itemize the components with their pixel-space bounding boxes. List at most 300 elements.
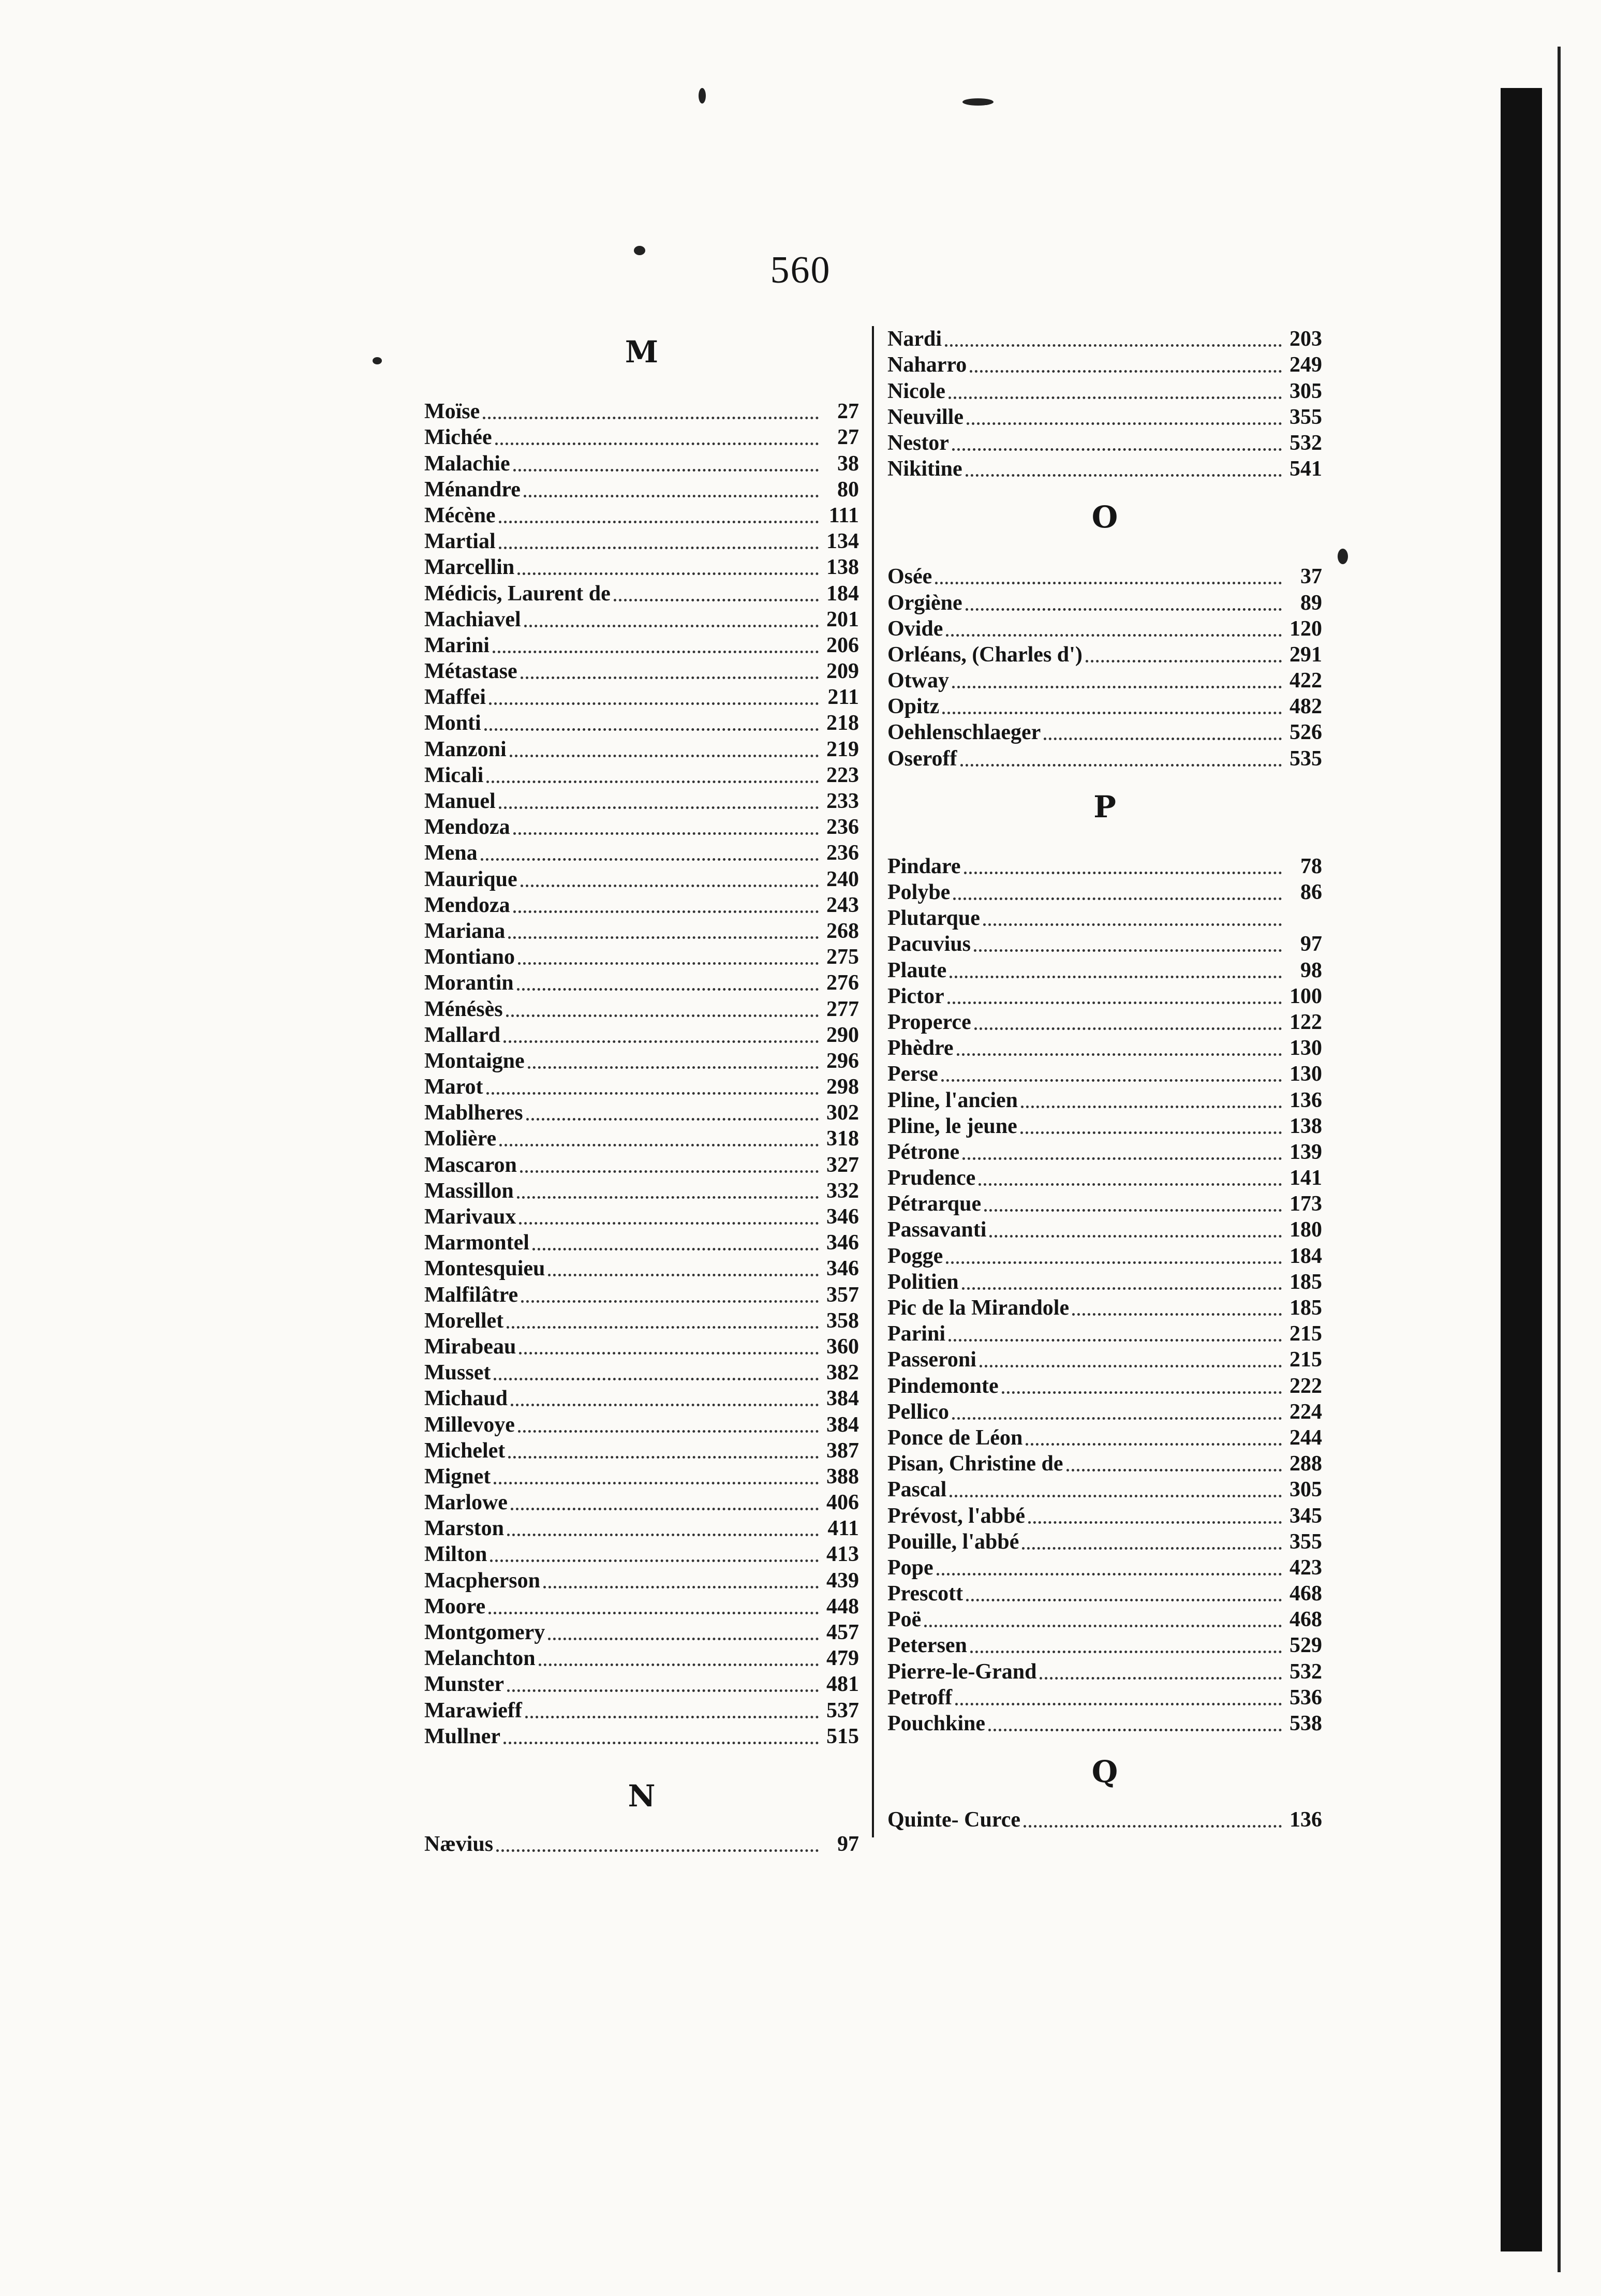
entry-page: 86 xyxy=(1300,880,1322,904)
index-entry xyxy=(887,1581,1322,1607)
entry-page: 526 xyxy=(1289,720,1322,745)
entry-page: 388 xyxy=(826,1464,859,1489)
entry-page: 100 xyxy=(1289,984,1322,1008)
entry-page: 240 xyxy=(826,867,859,891)
entry-name: Mallard xyxy=(424,1023,500,1047)
entry-page: 136 xyxy=(1289,1088,1322,1112)
dot-leader xyxy=(499,547,819,549)
entry-name: Mignet xyxy=(424,1464,491,1489)
entry-name: Marini xyxy=(424,633,490,657)
entry-name: Pisan, Christine de xyxy=(887,1452,1063,1476)
entry-name: Manzoni xyxy=(424,737,507,761)
entry-page: 290 xyxy=(826,1023,859,1047)
entry-name: Pétrarque xyxy=(887,1192,982,1216)
dot-leader xyxy=(966,608,1282,611)
index-entry xyxy=(887,1269,1322,1295)
index-entry xyxy=(424,503,859,528)
entry-page: 357 xyxy=(826,1283,859,1307)
index-entry xyxy=(887,1113,1322,1139)
index-entry xyxy=(424,424,859,450)
entry-name: Maffei xyxy=(424,685,486,710)
section-letter: P xyxy=(1093,789,1116,825)
section-letter: Q xyxy=(1091,1754,1118,1789)
entry-page: 327 xyxy=(826,1153,859,1177)
index-entry xyxy=(424,1256,859,1282)
index-entry xyxy=(424,996,859,1022)
index-entry xyxy=(887,694,1322,719)
entry-page: 298 xyxy=(826,1075,859,1099)
spacer xyxy=(887,482,1322,491)
index-entry xyxy=(887,642,1322,668)
index-entry xyxy=(887,879,1322,905)
entry-name: Pétrone xyxy=(887,1140,960,1164)
section-letter: M xyxy=(625,334,659,370)
entry-name: Marston xyxy=(424,1517,504,1541)
entry-page: 538 xyxy=(1289,1712,1322,1735)
entry-page: 305 xyxy=(1289,379,1322,403)
index-entry xyxy=(424,1204,859,1230)
dot-leader xyxy=(484,728,819,731)
entry-name: Pictor xyxy=(887,984,944,1008)
index-entry xyxy=(887,1555,1322,1581)
entry-page: 537 xyxy=(826,1698,859,1723)
index-entry xyxy=(887,1321,1322,1347)
index-entry xyxy=(424,1022,859,1048)
index-entry xyxy=(887,745,1322,771)
entry-page: 111 xyxy=(828,503,859,527)
entry-name: Macpherson xyxy=(424,1568,540,1593)
entry-page: 236 xyxy=(826,841,859,865)
index-entry xyxy=(887,1295,1322,1321)
spacer xyxy=(424,1749,859,1770)
dot-leader xyxy=(511,1404,819,1406)
dot-leader xyxy=(948,396,1282,399)
entry-name: Osée xyxy=(887,565,932,589)
index-entry xyxy=(424,1100,859,1126)
entry-name: Pogge xyxy=(887,1244,943,1268)
entry-name: Nestor xyxy=(887,431,949,455)
index-entry xyxy=(424,477,859,503)
entry-name: Petroff xyxy=(887,1685,953,1710)
dot-leader xyxy=(486,781,819,783)
entry-name: Oehlenschlaeger xyxy=(887,720,1041,745)
dot-leader xyxy=(1020,1131,1282,1134)
index-entry xyxy=(887,590,1322,615)
index-entry xyxy=(424,814,859,840)
entry-name: Marlowe xyxy=(424,1491,508,1515)
entry-name: Petersen xyxy=(887,1633,967,1658)
dot-leader xyxy=(983,923,1282,926)
entry-name: Montaigne xyxy=(424,1049,525,1073)
entry-name: Marivaux xyxy=(424,1205,516,1229)
entry-name: Mullner xyxy=(424,1724,500,1748)
dot-leader xyxy=(945,344,1282,347)
dot-leader xyxy=(518,962,819,965)
index-entry xyxy=(887,1685,1322,1711)
dot-leader xyxy=(524,625,819,627)
dot-leader xyxy=(614,599,819,601)
entry-page: 277 xyxy=(826,997,859,1021)
entry-page: 276 xyxy=(826,971,859,995)
dot-leader xyxy=(483,417,819,419)
entry-name: Monti xyxy=(424,711,481,735)
index-entry xyxy=(887,668,1322,694)
entry-page: 184 xyxy=(826,581,859,606)
dot-leader xyxy=(507,1534,819,1536)
entry-name: Prudence xyxy=(887,1166,976,1190)
entry-page: 222 xyxy=(1289,1374,1322,1398)
dot-leader xyxy=(974,1027,1282,1030)
entry-name: Maurique xyxy=(424,867,517,891)
index-entry xyxy=(424,762,859,788)
entry-name: Oseroff xyxy=(887,746,957,771)
dot-leader xyxy=(521,885,819,887)
index-entry xyxy=(887,719,1322,745)
index-entry xyxy=(424,1048,859,1074)
dot-leader xyxy=(1021,1106,1282,1108)
dot-leader xyxy=(508,936,819,939)
entry-page: 515 xyxy=(826,1724,859,1748)
entry-page: 249 xyxy=(1289,353,1322,377)
entry-name: Médicis, Laurent de xyxy=(424,581,611,606)
index-entry xyxy=(424,1074,859,1100)
entry-page: 122 xyxy=(1289,1010,1322,1034)
entry-name: Malfilâtre xyxy=(424,1283,518,1307)
entry-name: Poë xyxy=(887,1608,922,1632)
entry-name: Polybe xyxy=(887,880,951,904)
index-entry xyxy=(887,1658,1322,1684)
dot-leader xyxy=(528,1066,819,1069)
entry-page: 305 xyxy=(1289,1478,1322,1502)
entry-page: 120 xyxy=(1289,616,1322,641)
index-entry xyxy=(424,1464,859,1490)
entry-name: Nardi xyxy=(887,327,942,351)
index-entry xyxy=(424,1438,859,1464)
scan-speck xyxy=(1338,549,1348,564)
spacer xyxy=(887,833,1322,853)
entry-name: Neuville xyxy=(887,405,963,429)
entry-page: 387 xyxy=(826,1438,859,1463)
index-entry xyxy=(887,1243,1322,1269)
dot-leader xyxy=(499,806,819,809)
index-entry xyxy=(887,1009,1322,1035)
index-entry xyxy=(887,1373,1322,1399)
index-entry xyxy=(887,1087,1322,1113)
index-entry xyxy=(887,1399,1322,1425)
index-entry xyxy=(424,1386,859,1411)
index-entry xyxy=(424,1152,859,1178)
scan-speck xyxy=(373,357,382,364)
scan-speck xyxy=(699,88,706,104)
index-entry xyxy=(424,1126,859,1152)
entry-page: 138 xyxy=(1289,1114,1322,1138)
dot-leader xyxy=(967,422,1282,425)
entry-name: Moore xyxy=(424,1594,486,1618)
entry-name: Phèdre xyxy=(887,1036,954,1061)
scan-speck xyxy=(962,98,994,106)
entry-name: Orgiène xyxy=(887,591,962,615)
entry-page: 382 xyxy=(826,1361,859,1385)
page-edge-shadow xyxy=(1501,88,1542,2251)
spacer xyxy=(887,1798,1322,1807)
index-entry xyxy=(887,378,1322,404)
entry-page: 535 xyxy=(1289,746,1322,771)
index-entry xyxy=(887,1217,1322,1243)
dot-leader xyxy=(519,1352,819,1355)
index-entry xyxy=(424,1334,859,1360)
entry-name: Ovide xyxy=(887,616,943,641)
entry-page: 288 xyxy=(1289,1452,1322,1476)
dot-leader xyxy=(984,1209,1282,1212)
dot-leader xyxy=(952,1417,1282,1420)
index-entry xyxy=(424,1178,859,1204)
entry-name: Ménésès xyxy=(424,997,503,1021)
entry-name: Michée xyxy=(424,425,492,450)
entry-name: Pic de la Mirandole xyxy=(887,1296,1070,1320)
entry-name: Pacuvius xyxy=(887,932,971,956)
entry-page: 541 xyxy=(1289,457,1322,481)
index-entry xyxy=(887,1807,1322,1833)
index-entry xyxy=(424,1831,859,1857)
entry-name: Micali xyxy=(424,763,484,787)
entry-name: Machiavel xyxy=(424,607,521,631)
entry-name: Mirabeau xyxy=(424,1334,516,1359)
entry-name: Pascal xyxy=(887,1478,947,1502)
index-entry xyxy=(424,944,859,970)
dot-leader xyxy=(1028,1521,1282,1524)
index-entry xyxy=(424,1671,859,1697)
entry-name: Montesquieu xyxy=(424,1257,545,1281)
index-entry xyxy=(887,931,1322,957)
dot-leader xyxy=(955,1703,1282,1705)
entry-page: 138 xyxy=(826,555,859,580)
index-entry xyxy=(887,1711,1322,1736)
index-entry xyxy=(887,1191,1322,1217)
entry-page: 318 xyxy=(826,1127,859,1151)
dot-leader xyxy=(524,495,819,497)
dot-leader xyxy=(510,755,819,757)
dot-leader xyxy=(490,1559,819,1562)
dot-leader xyxy=(503,1742,819,1744)
index-entry xyxy=(424,1490,859,1515)
index-entry xyxy=(424,1645,859,1671)
dot-leader xyxy=(989,1235,1282,1238)
index-entry xyxy=(887,1503,1322,1528)
dot-leader xyxy=(952,686,1282,688)
entry-name: Malachie xyxy=(424,451,510,476)
entry-page: 457 xyxy=(826,1621,859,1644)
dot-leader xyxy=(924,1625,1282,1627)
entry-name: Moïse xyxy=(424,400,480,424)
dot-leader xyxy=(1002,1391,1282,1394)
entry-page: 185 xyxy=(1289,1270,1322,1294)
index-entry xyxy=(887,1451,1322,1477)
entry-page: 215 xyxy=(1289,1322,1322,1346)
entry-name: Nicole xyxy=(887,379,945,403)
dot-leader xyxy=(960,764,1282,767)
entry-name: Pierre-le-Grand xyxy=(887,1659,1037,1684)
index-column-right xyxy=(887,326,1322,1833)
entry-page: 97 xyxy=(1300,932,1322,956)
index-entry xyxy=(887,404,1322,430)
index-entry xyxy=(424,607,859,632)
dot-leader xyxy=(1022,1547,1282,1550)
entry-name: Plaute xyxy=(887,958,947,982)
dot-leader xyxy=(499,1144,819,1146)
dot-leader xyxy=(521,1300,819,1303)
index-entry xyxy=(424,736,859,762)
dot-leader xyxy=(513,832,819,835)
entry-name: Orléans, (Charles d') xyxy=(887,642,1083,667)
entry-name: Ponce de Léon xyxy=(887,1425,1023,1450)
dot-leader xyxy=(521,676,819,679)
entry-page: 215 xyxy=(1289,1348,1322,1372)
entry-page: 532 xyxy=(1289,1659,1322,1684)
entry-page: 423 xyxy=(1289,1555,1322,1580)
entry-page: 38 xyxy=(837,451,859,476)
index-entry xyxy=(887,326,1322,352)
dot-leader xyxy=(935,582,1282,584)
dot-leader xyxy=(519,1222,819,1225)
entry-page: 219 xyxy=(826,737,859,761)
index-entry xyxy=(424,528,859,554)
entry-page: 27 xyxy=(837,400,859,424)
dot-leader xyxy=(543,1586,819,1588)
entry-page: 180 xyxy=(1289,1218,1322,1242)
dot-leader xyxy=(1086,660,1282,663)
dot-leader xyxy=(507,1326,819,1329)
entry-page: 244 xyxy=(1289,1425,1322,1450)
entry-page: 439 xyxy=(826,1568,859,1593)
entry-page: 345 xyxy=(1289,1504,1322,1528)
dot-leader xyxy=(946,634,1282,637)
entry-page: 529 xyxy=(1289,1633,1322,1658)
entry-page: 97 xyxy=(837,1832,859,1856)
entry-name: Milton xyxy=(424,1542,487,1567)
entry-name: Nikitine xyxy=(887,457,962,481)
dot-leader xyxy=(957,1053,1282,1056)
dot-leader xyxy=(526,1118,819,1121)
entry-name: Properce xyxy=(887,1010,971,1034)
page-number: 560 xyxy=(770,249,831,291)
dot-leader xyxy=(508,1456,819,1459)
entry-page: 224 xyxy=(1289,1400,1322,1424)
index-entry xyxy=(424,788,859,814)
index-entry xyxy=(887,1061,1322,1087)
entry-name: Mendoza xyxy=(424,893,510,917)
entry-name: Marawieff xyxy=(424,1698,522,1723)
entry-page: 481 xyxy=(826,1672,859,1697)
entry-name: Marot xyxy=(424,1075,483,1099)
entry-page: 98 xyxy=(1300,958,1322,982)
entry-page: 275 xyxy=(826,945,859,969)
entry-page: 346 xyxy=(826,1205,859,1229)
dot-leader xyxy=(952,448,1282,451)
index-entry xyxy=(424,710,859,736)
index-entry xyxy=(887,1165,1322,1191)
entry-page: 411 xyxy=(827,1517,859,1541)
dot-leader xyxy=(962,1287,1282,1290)
dot-leader xyxy=(974,949,1282,952)
entry-page: 268 xyxy=(826,919,859,943)
dot-leader xyxy=(980,1365,1282,1367)
index-entry xyxy=(887,905,1322,931)
entry-name: Quinte- Curce xyxy=(887,1808,1021,1832)
index-entry xyxy=(424,1541,859,1567)
entry-name: Passeroni xyxy=(887,1348,976,1372)
entry-name: Perse xyxy=(887,1062,938,1086)
entry-page: 136 xyxy=(1289,1808,1322,1832)
index-entry xyxy=(424,892,859,918)
dot-leader xyxy=(964,872,1282,874)
spacer xyxy=(887,543,1322,564)
entry-page: 236 xyxy=(826,815,859,840)
dot-leader xyxy=(517,572,819,575)
dot-leader xyxy=(513,910,819,913)
dot-leader xyxy=(532,1248,819,1250)
dot-leader xyxy=(966,474,1282,477)
dot-leader xyxy=(1024,1825,1282,1828)
entry-page: 360 xyxy=(826,1334,859,1359)
entry-name: Morantin xyxy=(424,971,514,995)
index-entry xyxy=(424,399,859,424)
index-entry xyxy=(424,866,859,892)
entry-page: 209 xyxy=(826,659,859,684)
index-entry xyxy=(424,1411,859,1437)
index-column-left xyxy=(424,326,859,1857)
dot-leader xyxy=(513,469,819,472)
entry-page: 346 xyxy=(826,1231,859,1255)
entry-page: 536 xyxy=(1289,1685,1322,1710)
dot-leader xyxy=(488,1612,819,1614)
dot-leader xyxy=(548,1638,819,1640)
entry-name: Mena xyxy=(424,841,478,865)
index-entry xyxy=(424,450,859,476)
entry-name: Otway xyxy=(887,669,949,693)
dot-leader xyxy=(494,1482,819,1484)
entry-name: Musset xyxy=(424,1361,491,1385)
dot-leader xyxy=(1026,1443,1282,1446)
index-entry xyxy=(424,580,859,606)
entry-name: Pope xyxy=(887,1555,933,1580)
entry-page: 173 xyxy=(1289,1192,1322,1216)
dot-leader xyxy=(548,1274,819,1276)
index-entry xyxy=(887,1607,1322,1632)
index-entry xyxy=(424,918,859,944)
entry-name: Manuel xyxy=(424,789,496,813)
entry-name: Mablheres xyxy=(424,1101,523,1125)
column-divider xyxy=(872,326,874,1837)
dot-leader xyxy=(496,1849,819,1852)
entry-page: 468 xyxy=(1289,1608,1322,1632)
dot-leader xyxy=(988,1729,1282,1731)
entry-page: 89 xyxy=(1300,591,1322,615)
index-entry xyxy=(887,983,1322,1009)
dot-leader xyxy=(489,702,819,705)
entry-name: Nævius xyxy=(424,1832,494,1856)
index-entry xyxy=(424,1567,859,1593)
index-entry xyxy=(887,1139,1322,1165)
index-entry xyxy=(424,1282,859,1307)
entry-name: Mendoza xyxy=(424,815,510,840)
section-letter: N xyxy=(628,1778,656,1814)
entry-name: Martial xyxy=(424,529,496,554)
entry-page: 201 xyxy=(826,607,859,631)
entry-page: 384 xyxy=(826,1412,859,1437)
entry-page: 211 xyxy=(827,685,859,710)
index-entry xyxy=(887,430,1322,456)
entry-page: 358 xyxy=(826,1308,859,1333)
